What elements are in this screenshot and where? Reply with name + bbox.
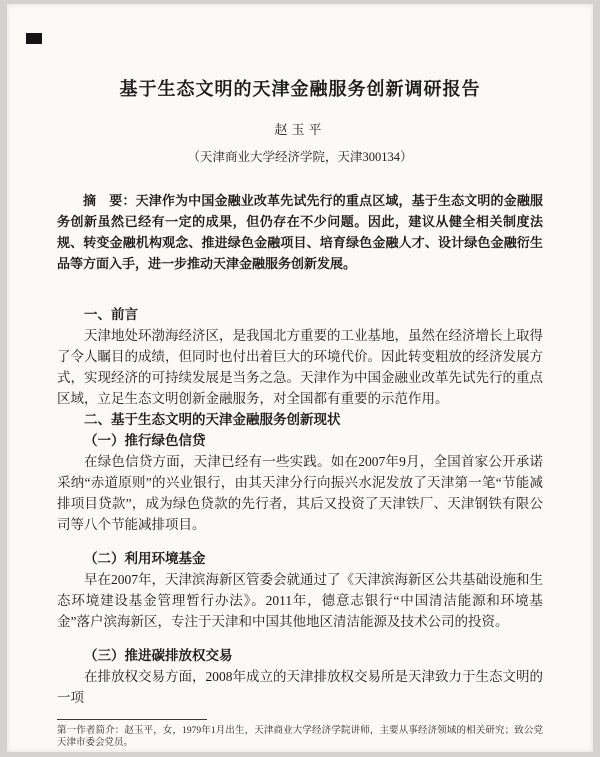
environment-fund-paragraph: 早在2007年，天津滨海新区管委会就通过了《天津滨海新区公共基础设施和生态环境建设基金管理暂行办法》。2011年，德意志银行“中国清洁能源和环境基金”落户滨海新区，专注于天津和中国其他地区清洁能源及技术公司的投资。 (57, 572, 543, 629)
footnote-text: 第一作者简介：赵玉平，女，1979年1月出生，天津商业大学经济学院讲师，主要从事经济领域的相关研究；致公党天津市委会党员。 (57, 726, 543, 748)
preface-paragraph: 天津地处环渤海经济区，是我国北方重要的工业基地，虽然在经济增长上取得了令人瞩目的成绩，但同时也付出着巨大的环境代价。因此转变粗放的经济发展方式，实现经济的可持续发展是当务之急。天津作为中国金融业改革先试先行的重点区域，立足生态文明创新金融服务，对全国都有重要的示范作用。 (57, 328, 543, 406)
document-page (7, 4, 593, 752)
scan-artifact-mark (26, 33, 42, 44)
footnote-block (57, 719, 543, 749)
abstract-label: 摘 要： (83, 193, 136, 208)
author-affiliation: （天津商业大学经济学院，天津300134） (187, 150, 413, 164)
subsection-heading-carbon-trading: （三）推进碳排放权交易 (84, 648, 233, 663)
section-heading-status: 二、基于生态文明的天津金融服务创新现状 (84, 412, 341, 427)
carbon-trading-paragraph: 在排放权交易方面，2008年成立的天津排放权交易所是天津致力于生态文明的一项 (57, 669, 543, 705)
abstract-text: 天津作为中国金融业改革先试先行的重点区域，基于生态文明的金融服务创新虽然已经有一定的成果，但仍存在不少问题。因此，建议从健全相关制度法规、转变金融机构观念、推进绿色金融项目、培育绿色金融人才、设计绿色金融衍生品等方面入手，进一步推动天津金融服务创新发展。 (57, 193, 543, 271)
subsection-heading-environment-fund: （二）利用环境基金 (84, 551, 206, 566)
author-name: 赵玉平 (274, 122, 326, 137)
subsection-heading-green-credit: （一）推行绿色信贷 (84, 433, 206, 448)
section-heading-preface: 一、前言 (84, 307, 138, 322)
footnote-divider (57, 719, 207, 720)
page-title: 基于生态文明的天津金融服务创新调研报告 (119, 79, 481, 99)
green-credit-paragraph: 在绿色信贷方面，天津已经有一些实践。如在2007年9月，全国首家公开承诺采纳“赤道原则”的兴业银行，由其天津分行向振兴水泥发放了天津第一笔“节能减排项目贷款”，成为绿色贷款的先行者，其后又投资了天津铁厂、天津钢铁有限公司等八个节能减排项目。 (57, 454, 543, 532)
abstract-paragraph (57, 190, 543, 274)
